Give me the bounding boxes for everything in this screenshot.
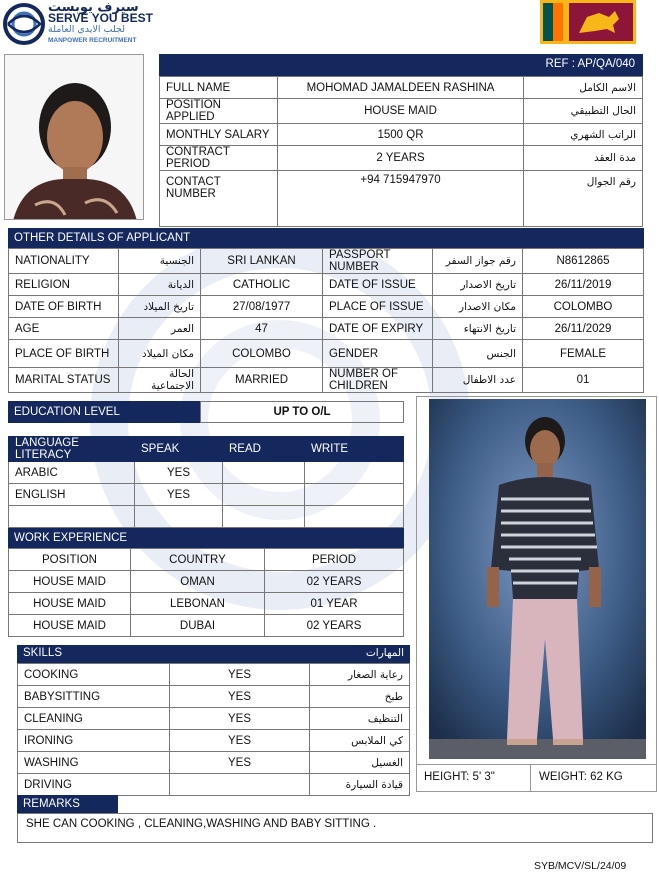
skill-name: BABYSITTING [18, 686, 170, 708]
field-label-arabic: رقم جواز السفر [433, 249, 523, 274]
field-label-arabic: الاسم الكامل [524, 77, 643, 99]
remarks-header: REMARKS [17, 795, 118, 813]
measurements-row [416, 764, 657, 792]
column-header: COUNTRY [131, 549, 265, 571]
cell: HOUSE MAID [9, 615, 131, 637]
main-info-table [159, 76, 643, 227]
field-label-arabic: مكان الاصدار [433, 296, 523, 318]
field-label-arabic: الحالة الاجتماعية [119, 368, 201, 393]
field-value: 47 [201, 318, 323, 340]
company-logo [2, 2, 46, 46]
skill-name-arabic: قيادة السيارة [310, 774, 410, 796]
field-label: GENDER [323, 340, 433, 368]
cell: YES [135, 484, 223, 506]
field-value: +94 715947970 [278, 171, 524, 227]
skills-title-arabic: المهارات [365, 647, 404, 659]
skill-name: DRIVING [18, 774, 170, 796]
work-experience-header: WORK EXPERIENCE [8, 528, 404, 548]
sri-lanka-flag [540, 0, 636, 44]
field-label: AGE [9, 318, 119, 340]
cell: 02 YEARS [265, 615, 404, 637]
field-label: PASSPORT NUMBER [323, 249, 433, 274]
field-value: 27/08/1977 [201, 296, 323, 318]
table-row [9, 615, 404, 637]
field-label-arabic: العمر [119, 318, 201, 340]
skill-value: YES [170, 752, 310, 774]
field-label-arabic: الجنسية [119, 249, 201, 274]
field-label-arabic: عدد الاطفال [433, 368, 523, 393]
skill-name: WASHING [18, 752, 170, 774]
column-header: POSITION [9, 549, 131, 571]
field-label-arabic: رقم الجوال [524, 171, 643, 227]
company-arabic-name: سيرف يوبست [48, 0, 139, 15]
field-label-arabic: تاريخ الميلاد [119, 296, 201, 318]
skill-name-arabic: كي الملابس [310, 730, 410, 752]
skill-name-arabic: رعاية الصغار [310, 664, 410, 686]
cell: HOUSE MAID [9, 593, 131, 615]
cell: 01 YEAR [265, 593, 404, 615]
field-label-arabic: الديانة [119, 274, 201, 296]
language-name: ENGLISH [9, 484, 135, 506]
field-value: MOHOMAD JAMALDEEN RASHINA [278, 77, 524, 99]
column-header: SPEAK [135, 437, 223, 462]
company-subtitle: MANPOWER RECRUITMENT [48, 37, 137, 44]
field-label-arabic: تاريخ الانتهاء [433, 318, 523, 340]
skills-header [17, 645, 410, 663]
skill-name: IRONING [18, 730, 170, 752]
cell [305, 506, 404, 528]
field-value: COLOMBO [523, 296, 644, 318]
skill-value: YES [170, 708, 310, 730]
field-label-arabic: مكان الميلاد [119, 340, 201, 368]
work-experience-table [8, 548, 404, 637]
cell [135, 506, 223, 528]
education-level-label: EDUCATION LEVEL [8, 401, 200, 423]
cell [223, 506, 305, 528]
table-row [9, 296, 644, 318]
cell: DUBAI [131, 615, 265, 637]
applicant-full-body-photo-frame [416, 396, 657, 792]
field-label: MARITAL STATUS [9, 368, 119, 393]
cell: HOUSE MAID [9, 571, 131, 593]
field-label: DATE OF ISSUE [323, 274, 433, 296]
field-value: HOUSE MAID [278, 99, 524, 124]
table-row [9, 318, 644, 340]
field-label: MONTHLY SALARY [160, 124, 278, 146]
company-name: SERVE YOU BEST [48, 11, 153, 25]
field-value: MARRIED [201, 368, 323, 393]
cell: 02 YEARS [265, 571, 404, 593]
education-level-value: UP TO O/L [200, 401, 404, 423]
other-details-header: OTHER DETAILS OF APPLICANT [8, 228, 644, 248]
skill-name-arabic: الغسيل [310, 752, 410, 774]
field-label-arabic: الراتب الشهري [524, 124, 643, 146]
field-label: NATIONALITY [9, 249, 119, 274]
cell: YES [135, 462, 223, 484]
field-label: DATE OF EXPIRY [323, 318, 433, 340]
skills-title: SKILLS [23, 647, 62, 659]
table-row [9, 340, 644, 368]
table-row [18, 752, 410, 774]
field-label-arabic: مدة العقد [524, 146, 643, 171]
column-header: WRITE [305, 437, 404, 462]
table-row [9, 462, 404, 484]
field-value: N8612865 [523, 249, 644, 274]
cell [223, 484, 305, 506]
field-label: POSITION APPLIED [160, 99, 278, 124]
field-value: 2 YEARS [278, 146, 524, 171]
applicant-full-body-photo [429, 399, 646, 759]
cell: OMAN [131, 571, 265, 593]
table-row [9, 249, 644, 274]
field-value: 1500 QR [278, 124, 524, 146]
skill-value: YES [170, 664, 310, 686]
other-details-table [8, 248, 644, 393]
field-value: FEMALE [523, 340, 644, 368]
reference-number: REF : AP/QA/040 [159, 54, 643, 76]
skill-name-arabic: التنظيف [310, 708, 410, 730]
language-name: ARABIC [9, 462, 135, 484]
skill-value: YES [170, 730, 310, 752]
column-header: LANGUAGE LITERACY [9, 437, 135, 462]
company-arabic-sub: لجلب الايدي العاملة [48, 24, 126, 35]
table-row [18, 730, 410, 752]
applicant-portrait-photo [4, 54, 144, 220]
table-row [9, 274, 644, 296]
field-label: NUMBER OF CHILDREN [323, 368, 433, 393]
field-value: 26/11/2029 [523, 318, 644, 340]
skill-value: YES [170, 686, 310, 708]
language-literacy-table [8, 436, 404, 528]
field-label: PLACE OF ISSUE [323, 296, 433, 318]
language-name [9, 506, 135, 528]
field-value: 01 [523, 368, 644, 393]
skills-table [17, 663, 410, 796]
field-label: CONTRACT PERIOD [160, 146, 278, 171]
weight-value: WEIGHT: 62 KG [539, 771, 623, 783]
skill-name-arabic: طبخ [310, 686, 410, 708]
field-label: FULL NAME [160, 77, 278, 99]
cell [223, 462, 305, 484]
skill-name: CLEANING [18, 708, 170, 730]
table-row [9, 506, 404, 528]
table-row [18, 664, 410, 686]
table-row [9, 571, 404, 593]
field-value: SRI LANKAN [201, 249, 323, 274]
field-value: COLOMBO [201, 340, 323, 368]
table-row [9, 484, 404, 506]
field-label: RELIGION [9, 274, 119, 296]
table-row [9, 368, 644, 393]
table-row [18, 774, 410, 796]
skill-name: COOKING [18, 664, 170, 686]
table-row [160, 77, 643, 99]
table-row [160, 99, 643, 124]
column-header: READ [223, 437, 305, 462]
field-label: DATE OF BIRTH [9, 296, 119, 318]
column-header: PERIOD [265, 549, 404, 571]
field-label-arabic: تاريخ الاصدار [433, 274, 523, 296]
cell [305, 462, 404, 484]
table-row [160, 146, 643, 171]
skill-value [170, 774, 310, 796]
table-header-row [9, 549, 404, 571]
table-row [18, 708, 410, 730]
table-row [18, 686, 410, 708]
height-value: HEIGHT: 5' 3" [416, 765, 531, 792]
table-row [9, 593, 404, 615]
table-row [160, 171, 643, 227]
cell: LEBONAN [131, 593, 265, 615]
table-header-row [9, 437, 404, 462]
field-value: 26/11/2019 [523, 274, 644, 296]
field-label: CONTACT NUMBER [160, 171, 278, 227]
table-row [160, 124, 643, 146]
document-code: SYB/MCV/SL/24/09 [534, 860, 627, 872]
field-label-arabic: الحال التطبيقي [524, 99, 643, 124]
field-label-arabic: الجنس [433, 340, 523, 368]
field-label: PLACE OF BIRTH [9, 340, 119, 368]
cell [305, 484, 404, 506]
remarks-text: SHE CAN COOKING , CLEANING,WASHING AND BABY SITTING . [17, 813, 653, 843]
field-value: CATHOLIC [201, 274, 323, 296]
